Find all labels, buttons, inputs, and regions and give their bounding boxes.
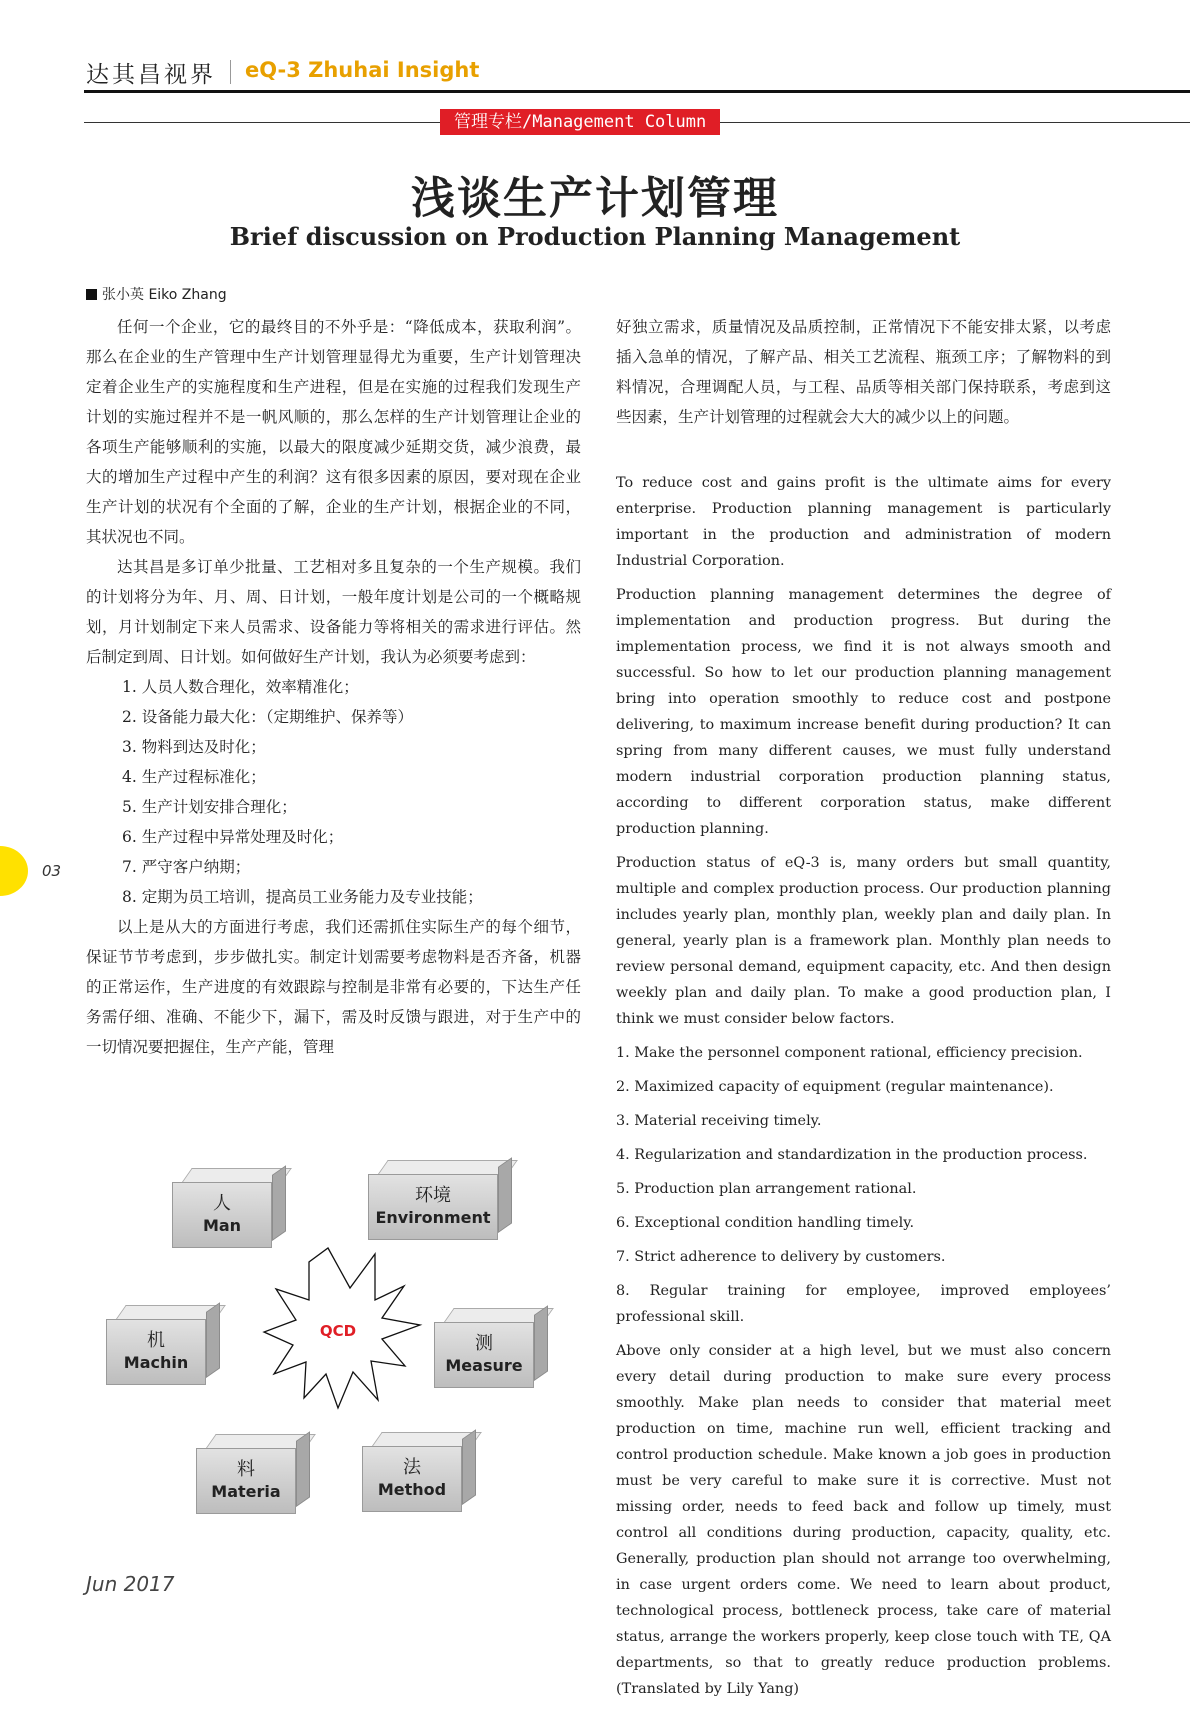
box-man — [172, 1168, 272, 1234]
box-material-en: Materia — [211, 1482, 281, 1501]
box-method-cn: 法 — [403, 1457, 421, 1478]
list-item-en: 5. Production plan arrangement rational. — [616, 1181, 917, 1197]
box-method — [362, 1432, 462, 1498]
box-man-cn: 人 — [213, 1193, 231, 1214]
column-badge: 管理专栏/Management Column — [440, 109, 720, 135]
box-measure-cn: 测 — [475, 1333, 493, 1354]
header-divider — [230, 60, 231, 84]
left-column — [86, 312, 581, 1062]
list-item-cn: 6. 生产过程中异常处理及时化； — [122, 828, 344, 846]
paragraph-en-1: To reduce cost and gains profit is the ultimate aims for every enterprise. Production planning management is particularly important in the production and administration of modern Industrial Corporation. — [616, 475, 1111, 569]
right-column-cn — [616, 312, 1111, 432]
list-item-cn: 2. 设备能力最大化：（定期维护、保养等） — [122, 708, 413, 726]
box-environment — [368, 1160, 498, 1226]
paragraph-en-3: Production status of eQ-3 is, many orders but small quantity, multiple and complex production process. Our production planning includes yearly plan, monthly plan, weekly plan and daily plan. In general, yearly plan is a framework plan. Monthly plan needs to review personal demand, equipment capacity, etc. And then design weekly plan and daily plan. To make a good production plan, I think we must consider below factors. — [616, 855, 1111, 1027]
box-method-en: Method — [377, 1480, 447, 1499]
list-item-cn: 7. 严守客户纳期； — [122, 858, 251, 876]
box-machine — [106, 1305, 206, 1371]
list-item-cn: 5. 生产计划安排合理化； — [122, 798, 297, 816]
paragraph-cn-1: 任何一个企业，它的最终目的不外乎是：“降低成本，获取利润”。那么在企业的生产管理中生产计划管理显得尤为重要，生产计划管理决定着企业生产的实施程度和生产进程，但是在实施的过程我们发现生产计划的实施过程并不是一帆风顺的，那么怎样的生产计划管理让企业的各项生产能够顺利的实施，以最大的限度减少延期交货，减少浪费，最大的增加生产过程中产生的利润？这有很多因素的原因，要对现在企业生产计划的状况有个全面的了解，企业的生产计划，根据企业的不同，其状况也不同。 — [86, 318, 581, 546]
right-column-en — [616, 470, 1111, 1710]
qcd-diagram — [100, 1150, 570, 1530]
paragraph-en-2: Production planning management determines the degree of implementation and production progress. But during the implementation process, we find it is not always smooth and successful. So how to let our production planning management bring into operation smoothly to reduce cost and postpone delivering, to maximum increase benefit during production? It can spring from many different causes, we must fully understand modern industrial corporation production planning status, according to different corporation status, make different production planning. — [616, 587, 1111, 837]
paragraph-cn-3: 以上是从大的方面进行考虑，我们还需抓住实际生产的每个细节，保证节节考虑到，步步做扎实。制定计划需要考虑物料是否齐备，机器的正常运作，生产进度的有效跟踪与控制是非常有必要的，下达生产任务需仔细、准确、不能少下，漏下，需及时反馈与跟进，对于生产中的一切情况要把握住，生产产能，管理 — [86, 918, 581, 1056]
box-measure-en: Measure — [445, 1356, 523, 1375]
list-item-en: 8. Regular training for employee, improved employees’ professional skill. — [616, 1283, 1111, 1325]
box-material-cn: 料 — [237, 1459, 255, 1480]
box-machine-en: Machin — [123, 1353, 189, 1372]
author-name: 张小英 Eiko Zhang — [102, 287, 227, 303]
page-number: 03 — [42, 862, 62, 880]
list-item-cn: 3. 物料到达及时化； — [122, 738, 266, 756]
article-title-en: Brief discussion on Production Planning Management — [229, 222, 961, 251]
magazine-name-cn: 达其昌视界 — [86, 62, 216, 88]
box-environment-cn: 环境 — [415, 1185, 451, 1206]
box-measure — [434, 1308, 534, 1374]
list-item-en: 6. Exceptional condition handling timely. — [616, 1215, 915, 1231]
issue-date: Jun 2017 — [86, 1572, 175, 1596]
box-machine-cn: 机 — [147, 1330, 165, 1351]
list-item-en: 3. Material receiving timely. — [616, 1113, 822, 1129]
bullet-square-icon — [86, 289, 97, 300]
list-item-en: 4. Regularization and standardization in the production process. — [616, 1147, 1088, 1163]
magazine-name-en: eQ-3 Zhuhai Insight — [245, 58, 480, 82]
list-item-cn: 8. 定期为员工培训，提高员工业务能力及专业技能； — [122, 888, 483, 906]
page-marker-dot — [0, 846, 28, 896]
article-title-cn: 浅谈生产计划管理 — [411, 173, 779, 224]
list-item-cn: 1. 人员人数合理化，效率精准化； — [122, 678, 359, 696]
box-material — [196, 1434, 296, 1500]
list-item-en: 7. Strict adherence to delivery by customers. — [616, 1249, 946, 1265]
list-item-en: 1. Make the personnel component rational, efficiency precision. — [616, 1045, 1083, 1061]
list-item-cn: 4. 生产过程标准化； — [122, 768, 266, 786]
list-item-en: 2. Maximized capacity of equipment (regular maintenance). — [616, 1079, 1054, 1095]
box-man-en: Man — [202, 1216, 242, 1235]
paragraph-en-4: Above only consider at a high level, but we must also concern every detail during production to make sure every process smoothly. Make plan needs to consider that material meet production on time, machine run well, efficient tracking and control production schedule. Make known a job goes in production must be very careful to make sure it is corrective. Must not missing order, needs to feed back and follow up timely, must control all conditions during production, capacity, quality, etc. Generally, production plan should not arrange too overwhelming, in case urgent orders come. We need to learn about product, technological process, bottleneck process, take care of material status, arrange the workers properly, keep close touch with TE, QA departments, so that to greatly reduce production problems. (Translated by Lily Yang) — [616, 1343, 1111, 1697]
author-line — [86, 284, 227, 304]
paragraph-cn-cont: 好独立需求，质量情况及品质控制，正常情况下不能安排太紧，以考虑插入急单的情况，了解产品、相关工艺流程、瓶颈工序；了解物料的到料情况，合理调配人员，与工程、品质等相关部门保持联系，考虑到这些因素，生产计划管理的过程就会大大的减少以上的问题。 — [616, 318, 1111, 426]
box-environment-en: Environment — [375, 1208, 491, 1227]
qcd-label: QCD — [319, 1322, 357, 1340]
header-rule — [84, 90, 1190, 93]
paragraph-cn-2: 达其昌是多订单少批量、工艺相对多且复杂的一个生产规模。我们的计划将分为年、月、周、日计划，一般年度计划是公司的一个概略规划，月计划制定下来人员需求、设备能力等将相关的需求进行评估。然后制定到周、日计划。如何做好生产计划，我认为必须要考虑到： — [86, 558, 581, 666]
